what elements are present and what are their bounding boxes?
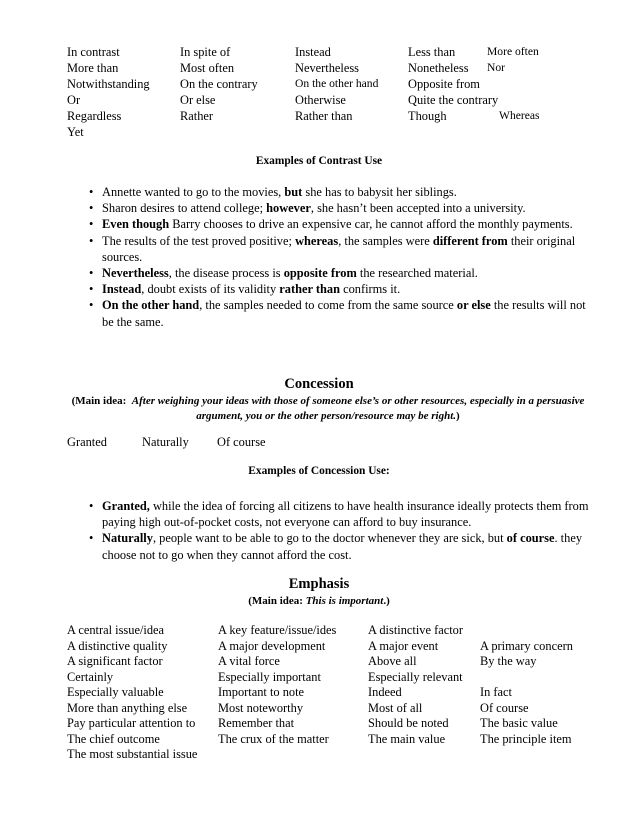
emphasis-word: Important to note [218, 685, 305, 699]
emphasis-word: More than anything else [67, 700, 188, 715]
list-item-text: while the idea of forcing all citizens to have health insurance ideally protects them from paying high out-of-pocket costs, not everyone can afford to buy insurance. [102, 499, 589, 530]
bullet-icon: • [89, 233, 94, 248]
contrast-word: Otherwise [295, 93, 346, 107]
concession-word: Naturally [142, 435, 189, 449]
contrast-word: Rather [180, 109, 214, 123]
emphasis-word: The principle item [480, 731, 572, 746]
emphasis-main-idea-text: This is important [305, 595, 384, 607]
contrast-word: In contrast [67, 45, 120, 59]
emphasis-word: Remember that [218, 716, 295, 730]
bullet-icon: • [89, 217, 94, 232]
list-item [80, 265, 600, 281]
list-item-text: The results of the test proved positive; [102, 233, 296, 248]
emphasis-word: Most of all [368, 700, 423, 715]
concession-examples-heading: Examples of Concession Use: [248, 465, 390, 477]
contrast-word: Nor [487, 61, 506, 74]
contrast-word: Or else [180, 93, 216, 107]
emphasis-word: Certainly [67, 669, 114, 684]
list-item-text: Instead [102, 282, 142, 297]
list-item-text: Naturally [102, 531, 153, 546]
emphasis-main-idea-label: (Main idea: [248, 595, 303, 607]
list-item [80, 281, 600, 297]
emphasis-word: A significant factor [67, 654, 163, 668]
list-item-text: , the samples were [338, 233, 433, 248]
emphasis-title: Emphasis [288, 576, 350, 592]
emphasis-word: Should be noted [368, 716, 449, 730]
contrast-word: Or [67, 93, 81, 107]
emphasis-word: Especially important [218, 669, 321, 684]
concession-word: Granted [67, 435, 107, 449]
contrast-word: Most often [180, 61, 235, 75]
emphasis-word: Indeed [368, 685, 402, 699]
contrast-word: More than [67, 61, 119, 75]
list-item-text: , the samples needed to come from the same source [199, 298, 457, 313]
list-item-text: opposite from [283, 266, 357, 281]
list-item-text: of course [506, 531, 555, 546]
concession-word: Of course [217, 435, 266, 449]
list-item-text: but [284, 185, 303, 199]
list-item-text: Nevertheless [102, 266, 169, 281]
emphasis-word: Especially valuable [67, 685, 164, 699]
contrast-word: In spite of [180, 45, 231, 59]
contrast-word: More often [487, 45, 539, 58]
emphasis-word: Most noteworthy [218, 700, 304, 715]
list-item [80, 200, 600, 216]
list-item-text: Annette wanted to go to the movies, [102, 185, 285, 199]
emphasis-word: The chief outcome [67, 731, 160, 746]
contrast-word: Quite the contrary [408, 93, 499, 107]
list-item-text: Barry chooses to drive an expensive car, he cannot afford the monthly payments. [169, 217, 573, 232]
list-item-text: confirms it. [339, 282, 401, 297]
bullet-icon: • [89, 201, 94, 216]
list-item-text: Sharon desires to attend college; [102, 201, 267, 216]
contrast-word: Yet [67, 125, 84, 139]
list-item-text: different from [432, 233, 508, 248]
list-item-text: or else [456, 298, 491, 313]
emphasis-main-idea [0, 595, 638, 607]
contrast-examples-list [80, 184, 600, 330]
contrast-word: Rather than [295, 109, 353, 123]
list-item [80, 216, 600, 232]
list-item-text: whereas [295, 233, 339, 248]
list-item-text: , she hasn’t been accepted into a university. [310, 201, 526, 216]
list-item [80, 530, 600, 562]
list-item [80, 498, 600, 530]
contrast-word: On the contrary [180, 77, 258, 91]
list-item-text: their original sources. [102, 233, 576, 264]
emphasis-word: A key feature/issue/ides [218, 623, 337, 637]
bullet-icon: • [89, 185, 94, 199]
bullet-icon: • [89, 298, 94, 313]
list-item-text: rather than [279, 282, 340, 297]
emphasis-word: By the way [480, 654, 537, 668]
list-item-text: On the other hand [102, 298, 200, 313]
list-item-text: . they choose not to go when they cannot afford the cost. [102, 531, 583, 562]
emphasis-word: A vital force [218, 654, 280, 668]
list-item [80, 184, 600, 200]
emphasis-word: A major development [218, 638, 326, 653]
contrast-word: Instead [295, 45, 331, 59]
concession-examples-list [80, 498, 600, 563]
emphasis-word: The crux of the matter [218, 731, 329, 746]
emphasis-word: A central issue/idea [67, 623, 165, 637]
emphasis-word: The basic value [480, 716, 558, 730]
emphasis-word: A primary concern [480, 638, 573, 653]
contrast-word: Though [408, 109, 447, 123]
concession-main-idea [64, 394, 592, 424]
list-item-text: the researched material. [356, 266, 478, 281]
list-item-text: Even though [102, 217, 170, 232]
emphasis-word: A major event [368, 638, 439, 653]
contrast-word: Opposite from [408, 77, 480, 91]
concession-main-idea-text: After weighing your ideas with those of someone else’s or other resources, especially in a persuasive argument, you or the other person/resource may be right. [131, 395, 585, 422]
list-item-text: she has to babysit her siblings. [302, 185, 457, 199]
emphasis-word: Especially relevant [368, 669, 463, 684]
list-item [80, 233, 600, 265]
bullet-icon: • [89, 499, 94, 513]
emphasis-word: Above all [368, 654, 417, 668]
concession-title: Concession [284, 376, 354, 392]
concession-main-idea-close: ) [456, 410, 460, 422]
emphasis-word: The most substantial issue [67, 747, 198, 761]
emphasis-word: A distinctive quality [67, 638, 168, 653]
contrast-word: Nevertheless [295, 61, 359, 75]
list-item-text: the results will not be the same. [102, 298, 586, 329]
contrast-word: Notwithstanding [67, 77, 150, 91]
contrast-word: Nonetheless [408, 61, 469, 75]
bullet-icon: • [89, 282, 94, 297]
list-item-text: Granted, [102, 499, 150, 513]
contrast-examples-heading: Examples of Contrast Use [255, 155, 383, 167]
bullet-icon: • [89, 531, 94, 546]
contrast-word: Regardless [67, 109, 122, 123]
list-item-text: , doubt exists of its validity [141, 282, 280, 297]
emphasis-word: Of course [480, 700, 529, 715]
list-item [80, 297, 600, 329]
list-item-text: however [266, 201, 311, 216]
contrast-word: Whereas [499, 109, 540, 122]
bullet-icon: • [89, 266, 94, 281]
list-item-text: , the disease process is [168, 266, 284, 281]
emphasis-word: In fact [480, 685, 512, 699]
contrast-word: Less than [408, 45, 456, 59]
concession-main-idea-label: (Main idea: [71, 395, 127, 407]
emphasis-word: Pay particular attention to [67, 716, 196, 730]
contrast-word: On the other hand [295, 77, 379, 90]
emphasis-word: The main value [368, 731, 446, 746]
emphasis-main-idea-close: .) [383, 595, 390, 607]
emphasis-word: A distinctive factor [368, 623, 463, 637]
list-item-text: , people want to be able to go to the doctor whenever they are sick, but [152, 531, 507, 546]
